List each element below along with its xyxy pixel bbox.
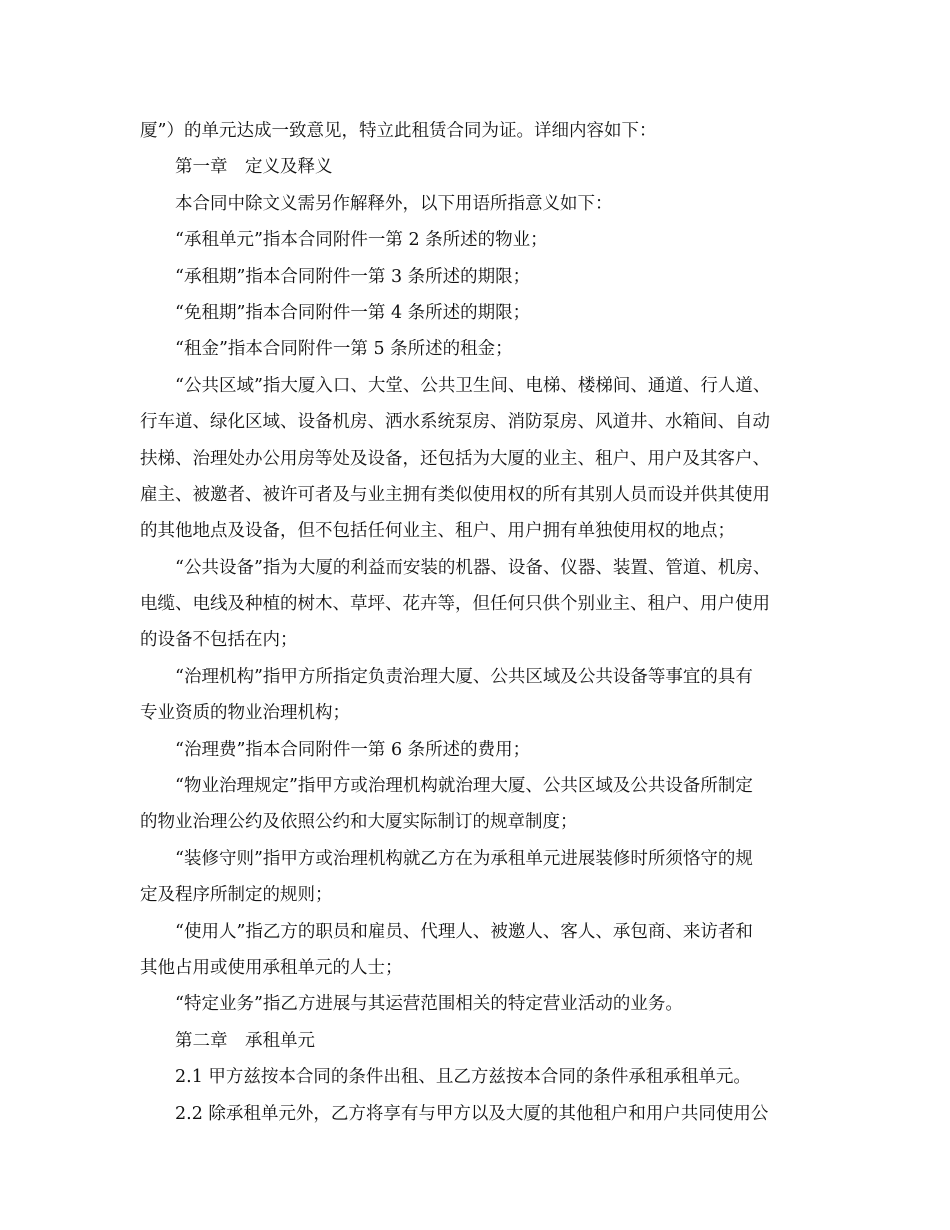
text-line: 2.2 除承租单元外，乙方将享有与甲方以及大厦的其他租户和用户共同使用公 bbox=[175, 1103, 769, 1124]
text-line: 定及程序所制定的规则； bbox=[140, 885, 333, 906]
document-body bbox=[140, 113, 830, 1132]
text-line: 电缆、电线及种植的树木、草坪、花卉等，但任何只供个别业主、租户、用户使用 bbox=[140, 594, 770, 615]
text-line: “公共设备”指为大厦的利益而安装的机器、设备、仪器、装置、管道、机房、 bbox=[175, 557, 771, 578]
text-line: 行车道、绿化区域、设备机房、洒水系统泵房、消防泵房、风道井、水箱间、自动 bbox=[140, 412, 770, 433]
text-line: “装修守则”指甲方或治理机构就乙方在为承租单元进展装修时所须恪守的规 bbox=[175, 848, 753, 869]
text-line: 的物业治理公约及依照公约和大厦实际制订的规章制度； bbox=[140, 812, 578, 833]
text-line: “承租期”指本合同附件一第 3 条所述的期限； bbox=[175, 266, 531, 287]
text-line: 其他占用或使用承租单元的人士； bbox=[140, 957, 403, 978]
text-line: 2.1 甲方兹按本合同的条件出租、且乙方兹按本合同的条件承租承租单元。 bbox=[175, 1067, 751, 1088]
text-line: “承租单元”指本合同附件一第 2 条所述的物业； bbox=[175, 230, 548, 251]
text-line: 扶梯、治理处办公用房等处及设备，还包括为大厦的业主、租户、用户及其客户、 bbox=[140, 448, 770, 469]
text-line: 本合同中除文义需另作解释外，以下用语所指意义如下： bbox=[175, 193, 613, 214]
text-line: 的其他地点及设备，但不包括任何业主、租户、用户拥有单独使用权的地点； bbox=[140, 521, 735, 542]
text-line: “特定业务”指乙方进展与其运营范围相关的特定营业活动的业务。 bbox=[175, 994, 683, 1015]
text-line: “治理机构”指甲方所指定负责治理大厦、公共区域及公共设备等事宜的具有 bbox=[175, 666, 753, 687]
text-line: “治理费”指本合同附件一第 6 条所述的费用； bbox=[175, 739, 531, 760]
text-line: 第一章 定义及释义 bbox=[175, 157, 333, 178]
text-line: 第二章 承租单元 bbox=[175, 1030, 315, 1051]
text-line: “免租期”指本合同附件一第 4 条所述的期限； bbox=[175, 302, 531, 323]
text-line: 的设备不包括在内； bbox=[140, 630, 298, 651]
text-line: “物业治理规定”指甲方或治理机构就治理大厦、公共区域及公共设备所制定 bbox=[175, 776, 753, 797]
text-line: “公共区域”指大厦入口、大堂、公共卫生间、电梯、楼梯间、通道、行人道、 bbox=[175, 375, 771, 396]
text-line: “租金”指本合同附件一第 5 条所述的租金； bbox=[175, 339, 513, 360]
text-line: 雇主、被邀者、被许可者及与业主拥有类似使用权的所有其别人员而设并供其使用 bbox=[140, 484, 770, 505]
text-line: “使用人”指乙方的职员和雇员、代理人、被邀人、客人、承包商、来访者和 bbox=[175, 921, 753, 942]
text-line: 厦”）的单元达成一致意见，特立此租赁合同为证。详细内容如下： bbox=[140, 121, 657, 141]
text-line: 专业资质的物业治理机构； bbox=[140, 703, 350, 724]
